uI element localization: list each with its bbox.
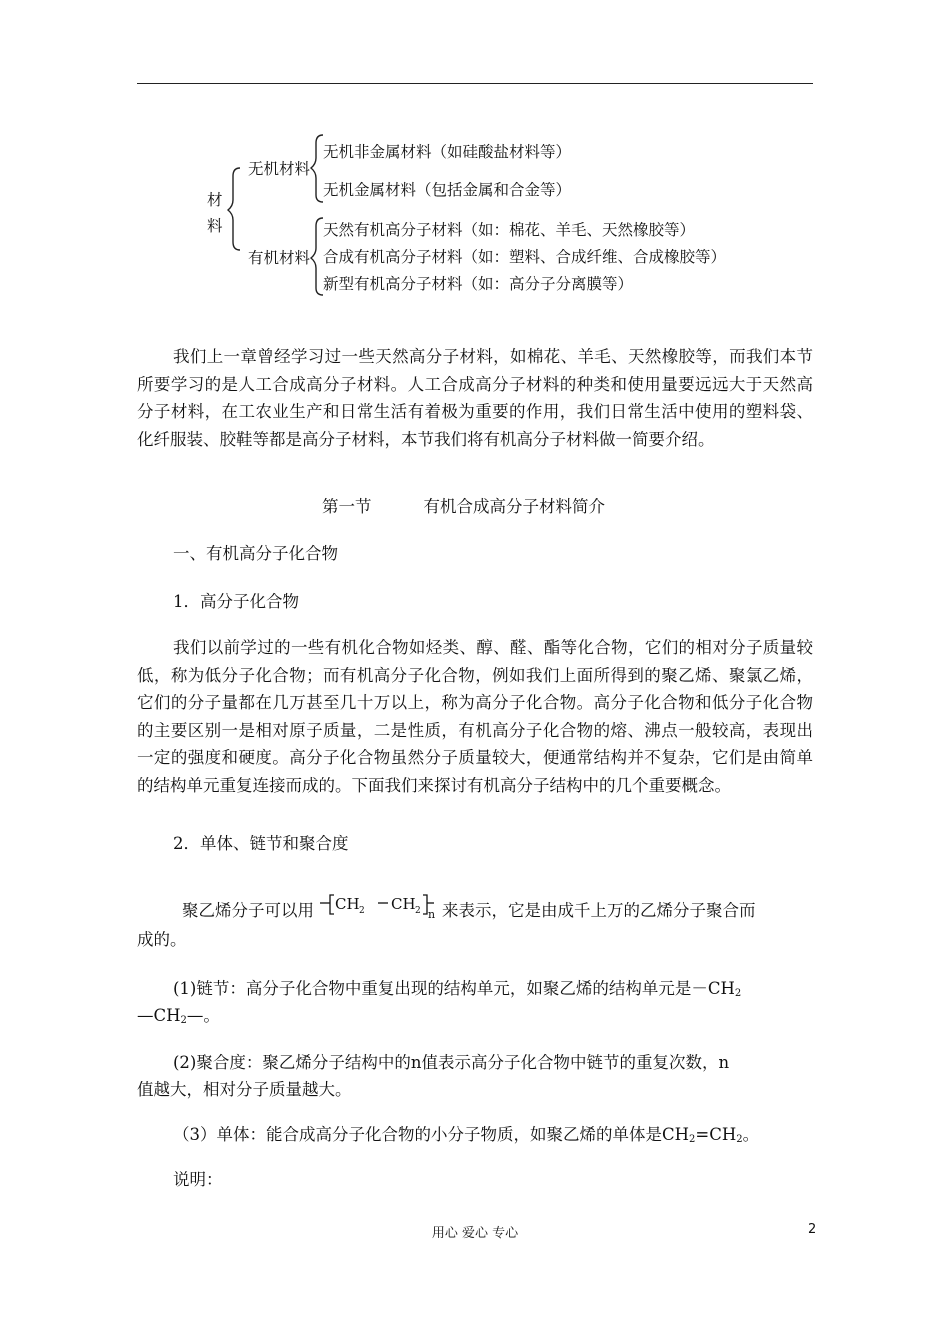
inorganic-brace xyxy=(311,135,323,202)
heading-1: 一、有机高分子化合物 xyxy=(173,544,338,563)
polyethylene-line xyxy=(182,890,756,925)
def-degree-line-2: 值越大，相对分子质量越大。 xyxy=(137,1080,352,1099)
section-heading xyxy=(322,493,605,521)
footer-motto: 用心 爱心 专心 xyxy=(431,1226,519,1241)
def-chain-link-text: —CH xyxy=(137,1006,181,1025)
def-chain-link-text: (1)链节：高分子化合物中重复出现的结构单元，如聚乙烯的结构单元是－CH xyxy=(173,979,735,998)
subscript: 2 xyxy=(734,988,742,999)
organic-item: 新型有机高分子材料（如：高分子分离膜等） xyxy=(323,275,634,293)
inorganic-label: 无机材料 xyxy=(248,160,311,178)
organic-item: 合成有机高分子材料（如：塑料、合成纤维、合成橡胶等） xyxy=(323,248,727,266)
def-monomer-text: 。 xyxy=(742,1125,760,1144)
section-number: 第一节 xyxy=(322,497,372,516)
def-chain-link-line-1 xyxy=(173,975,741,1003)
def-monomer-text: =CH xyxy=(695,1125,737,1144)
formula-sub-a: 2 xyxy=(359,906,365,916)
heading-1-2: 2．单体、链节和聚合度 xyxy=(173,834,349,853)
formula-ch2-a: CH xyxy=(335,895,360,913)
subscript: 2 xyxy=(736,1134,743,1145)
organic-item: 天然有机高分子材料（如：棉花、羊毛、天然橡胶等） xyxy=(323,221,696,239)
intro-paragraph: 我们上一章曾经学习过一些天然高分子材料，如棉花、羊毛、天然橡胶等，而我们本节所要学习的是人工合成高分子材料。人工合成高分子材料的种类和使用量要远远大于天然高分子材料，在工农业生产和日常生活有着极为重要的作用，我们日常生活中使用的塑料袋、化纤服装、胶鞋等都是高分子材料，本节我们将有机高分子材料做一简要介绍。 xyxy=(137,347,813,449)
root-brace xyxy=(228,168,240,250)
organic-label: 有机材料 xyxy=(248,249,311,267)
subscript: 2 xyxy=(180,1015,187,1026)
def-degree-line-1: (2)聚合度：聚乙烯分子结构中的n值表示高分子化合物中链节的重复次数，n xyxy=(173,1053,730,1072)
inorganic-item: 无机金属材料（包括金属和合金等） xyxy=(323,181,572,199)
def-chain-link-line-2 xyxy=(137,1002,220,1030)
root-char-2: 料 xyxy=(207,217,223,235)
formula-sub-b: 2 xyxy=(415,906,421,916)
polyethylene-text-after: 来表示，它是由成千上万的乙烯分子聚合而 xyxy=(442,901,756,920)
material-classification-tree xyxy=(0,0,950,330)
formula-ch2-b: CH xyxy=(391,895,416,913)
polyethylene-line-2: 成的。 xyxy=(137,930,187,949)
note-label: 说明： xyxy=(173,1170,223,1189)
subscript: 2 xyxy=(689,1134,696,1145)
page-number: 2 xyxy=(808,1222,817,1237)
polyethylene-text-before: 聚乙烯分子可以用 xyxy=(182,901,314,920)
def-chain-link-text: —。 xyxy=(186,1006,220,1025)
def-monomer-line xyxy=(173,1121,759,1149)
root-char-1: 材 xyxy=(207,191,223,209)
heading-1-1: 1．高分子化合物 xyxy=(173,592,299,611)
inorganic-item: 无机非金属材料（如硅酸盐材料等） xyxy=(323,143,572,161)
formula-n: n xyxy=(428,908,436,920)
organic-brace xyxy=(311,218,323,295)
polyethylene-formula xyxy=(318,890,438,920)
polymer-paragraph: 我们以前学过的一些有机化合物如烃类、醇、醛、酯等化合物，它们的相对分子质量较低，称为低分子化合物；而有机高分子化合物，例如我们上面所得到的聚乙烯、聚氯乙烯，它们的分子量都在几万甚至几十万以上，称为高分子化合物。高分子化合物和低分子化合物的主要区别一是相对原子质量，二是性质，有机高分子化合物的熔、沸点一般较高，表现出一定的强度和硬度。高分子化合物虽然分子质量较大，便通常结构并不复杂，它们是由简单的结构单元重复连接而成的。下面我们来探讨有机高分子结构中的几个重要概念。 xyxy=(137,638,813,795)
section-title: 有机合成高分子材料简介 xyxy=(423,497,605,516)
def-monomer-text: （3）单体：能合成高分子化合物的小分子物质，如聚乙烯的单体是CH xyxy=(173,1125,690,1144)
